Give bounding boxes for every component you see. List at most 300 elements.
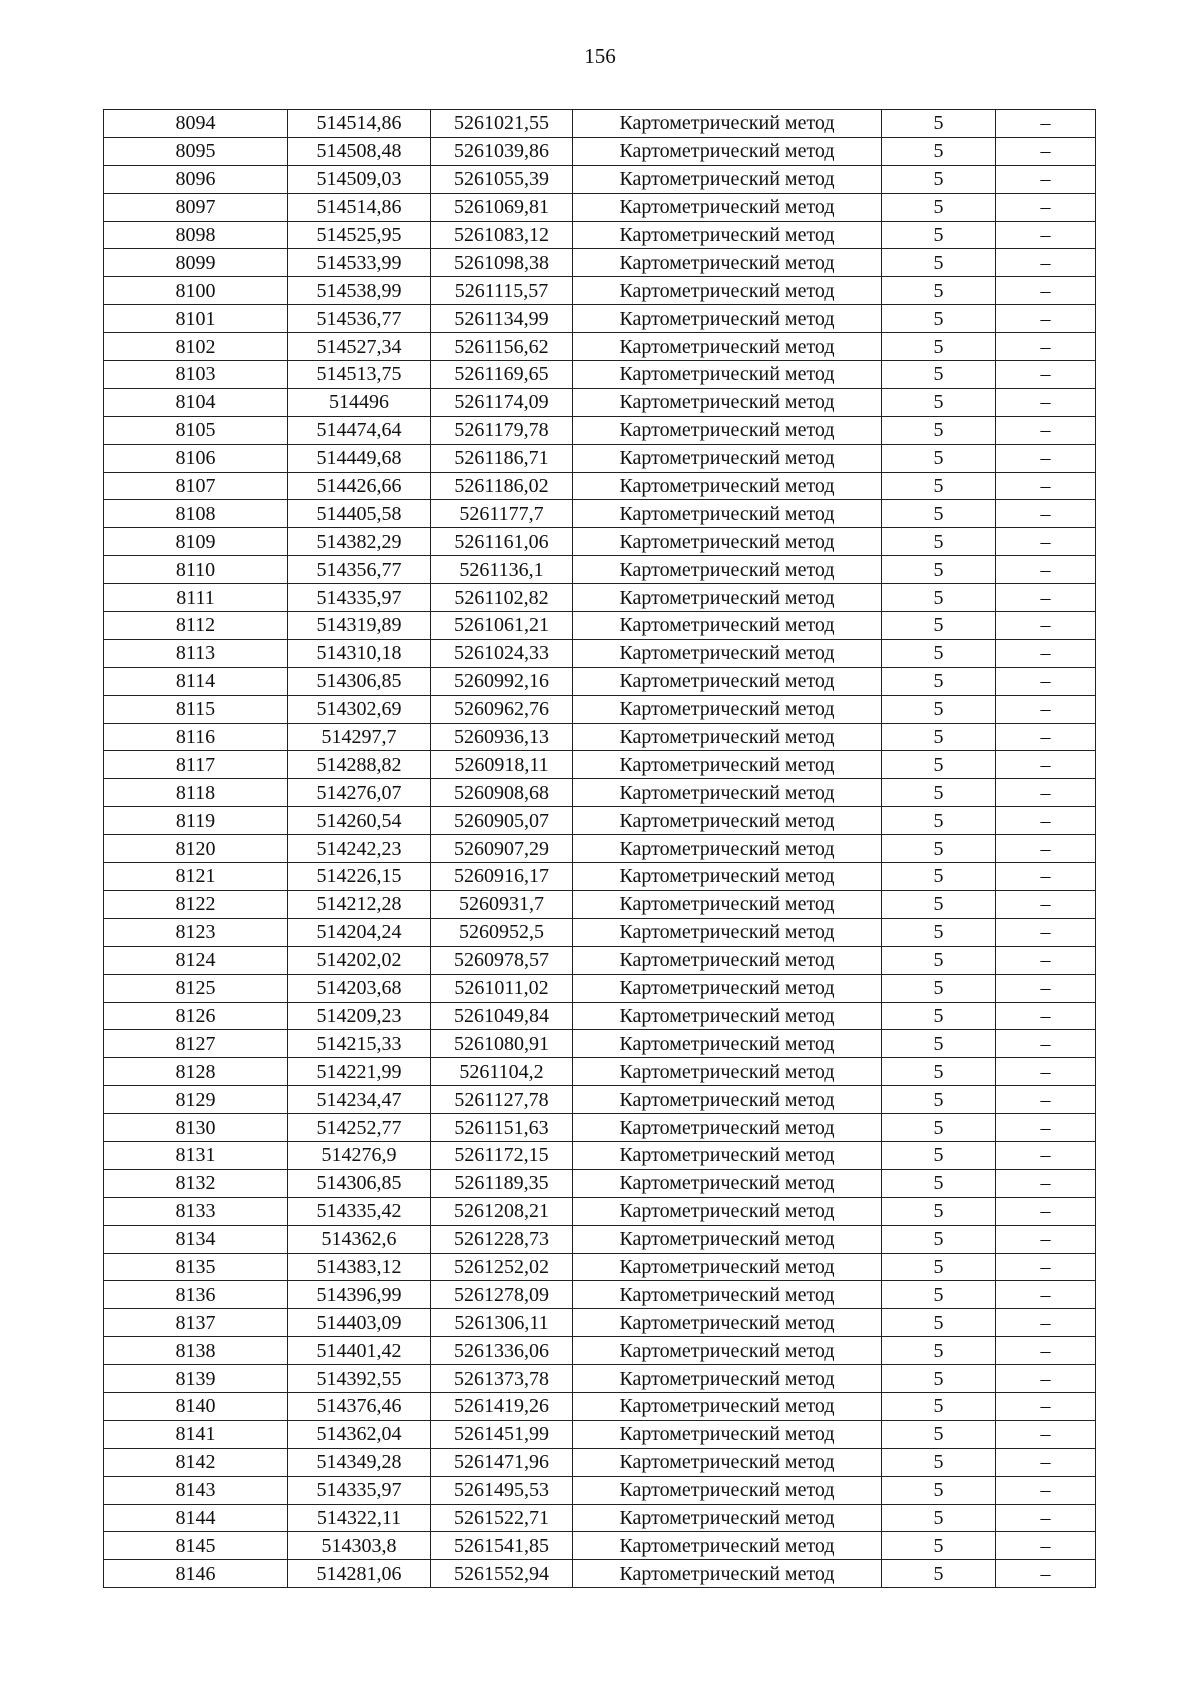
y-coordinate-cell: 5261522,71 [431, 1504, 573, 1532]
accuracy-cell: 5 [882, 1114, 996, 1142]
note-cell: – [996, 1169, 1096, 1197]
table-row [104, 472, 1096, 500]
point-number-cell: 8122 [104, 890, 288, 918]
x-coordinate-cell: 514252,77 [288, 1114, 431, 1142]
accuracy-cell: 5 [882, 751, 996, 779]
note-cell: – [996, 807, 1096, 835]
x-coordinate-cell: 514349,28 [288, 1448, 431, 1476]
method-cell: Картометрический метод [573, 667, 882, 695]
point-number-cell: 8139 [104, 1365, 288, 1393]
point-number-cell: 8111 [104, 584, 288, 612]
y-coordinate-cell: 5260918,11 [431, 751, 573, 779]
note-cell: – [996, 416, 1096, 444]
point-number-cell: 8120 [104, 835, 288, 863]
point-number-cell: 8100 [104, 277, 288, 305]
x-coordinate-cell: 514383,12 [288, 1253, 431, 1281]
y-coordinate-cell: 5260936,13 [431, 723, 573, 751]
method-cell: Картометрический метод [573, 639, 882, 667]
note-cell: – [996, 1002, 1096, 1030]
table-row [104, 946, 1096, 974]
x-coordinate-cell: 514496 [288, 388, 431, 416]
note-cell: – [996, 695, 1096, 723]
note-cell: – [996, 1392, 1096, 1420]
table-row [104, 1141, 1096, 1169]
table-row [104, 1392, 1096, 1420]
accuracy-cell: 5 [882, 1420, 996, 1448]
note-cell: – [996, 890, 1096, 918]
method-cell: Картометрический метод [573, 165, 882, 193]
accuracy-cell: 5 [882, 1141, 996, 1169]
table-row [104, 863, 1096, 891]
accuracy-cell: 5 [882, 1169, 996, 1197]
method-cell: Картометрический метод [573, 1365, 882, 1393]
method-cell: Картометрический метод [573, 723, 882, 751]
table-row [104, 639, 1096, 667]
accuracy-cell: 5 [882, 695, 996, 723]
accuracy-cell: 5 [882, 305, 996, 333]
y-coordinate-cell: 5261024,33 [431, 639, 573, 667]
point-number-cell: 8127 [104, 1030, 288, 1058]
table-row [104, 388, 1096, 416]
accuracy-cell: 5 [882, 807, 996, 835]
table-row [104, 1114, 1096, 1142]
accuracy-cell: 5 [882, 472, 996, 500]
note-cell: – [996, 110, 1096, 138]
method-cell: Картометрический метод [573, 1504, 882, 1532]
x-coordinate-cell: 514319,89 [288, 612, 431, 640]
accuracy-cell: 5 [882, 1560, 996, 1588]
method-cell: Картометрический метод [573, 974, 882, 1002]
method-cell: Картометрический метод [573, 1225, 882, 1253]
y-coordinate-cell: 5260992,16 [431, 667, 573, 695]
y-coordinate-cell: 5261011,02 [431, 974, 573, 1002]
y-coordinate-cell: 5261177,7 [431, 500, 573, 528]
y-coordinate-cell: 5260905,07 [431, 807, 573, 835]
note-cell: – [996, 1197, 1096, 1225]
y-coordinate-cell: 5261083,12 [431, 221, 573, 249]
point-number-cell: 8128 [104, 1058, 288, 1086]
point-number-cell: 8099 [104, 249, 288, 277]
y-coordinate-cell: 5261172,15 [431, 1141, 573, 1169]
y-coordinate-cell: 5260931,7 [431, 890, 573, 918]
x-coordinate-cell: 514396,99 [288, 1281, 431, 1309]
accuracy-cell: 5 [882, 1365, 996, 1393]
x-coordinate-cell: 514392,55 [288, 1365, 431, 1393]
table-row [104, 1225, 1096, 1253]
method-cell: Картометрический метод [573, 835, 882, 863]
accuracy-cell: 5 [882, 1086, 996, 1114]
table-row [104, 444, 1096, 472]
method-cell: Картометрический метод [573, 361, 882, 389]
x-coordinate-cell: 514306,85 [288, 667, 431, 695]
note-cell: – [996, 667, 1096, 695]
x-coordinate-cell: 514538,99 [288, 277, 431, 305]
y-coordinate-cell: 5261115,57 [431, 277, 573, 305]
point-number-cell: 8115 [104, 695, 288, 723]
x-coordinate-cell: 514215,33 [288, 1030, 431, 1058]
accuracy-cell: 5 [882, 1476, 996, 1504]
method-cell: Картометрический метод [573, 1560, 882, 1588]
x-coordinate-cell: 514356,77 [288, 556, 431, 584]
y-coordinate-cell: 5261134,99 [431, 305, 573, 333]
point-number-cell: 8131 [104, 1141, 288, 1169]
x-coordinate-cell: 514474,64 [288, 416, 431, 444]
note-cell: – [996, 165, 1096, 193]
table-row [104, 165, 1096, 193]
point-number-cell: 8119 [104, 807, 288, 835]
x-coordinate-cell: 514362,6 [288, 1225, 431, 1253]
accuracy-cell: 5 [882, 110, 996, 138]
accuracy-cell: 5 [882, 1532, 996, 1560]
method-cell: Картометрический метод [573, 695, 882, 723]
note-cell: – [996, 361, 1096, 389]
table-row [104, 1476, 1096, 1504]
table-row [104, 221, 1096, 249]
method-cell: Картометрический метод [573, 779, 882, 807]
accuracy-cell: 5 [882, 667, 996, 695]
x-coordinate-cell: 514382,29 [288, 528, 431, 556]
accuracy-cell: 5 [882, 528, 996, 556]
accuracy-cell: 5 [882, 1309, 996, 1337]
method-cell: Картометрический метод [573, 1114, 882, 1142]
x-coordinate-cell: 514376,46 [288, 1392, 431, 1420]
method-cell: Картометрический метод [573, 110, 882, 138]
accuracy-cell: 5 [882, 388, 996, 416]
y-coordinate-cell: 5261306,11 [431, 1309, 573, 1337]
table-row [104, 249, 1096, 277]
y-coordinate-cell: 5261228,73 [431, 1225, 573, 1253]
table-row [104, 1337, 1096, 1365]
accuracy-cell: 5 [882, 835, 996, 863]
table-row [104, 1309, 1096, 1337]
x-coordinate-cell: 514209,23 [288, 1002, 431, 1030]
table-row [104, 1504, 1096, 1532]
accuracy-cell: 5 [882, 1448, 996, 1476]
accuracy-cell: 5 [882, 1281, 996, 1309]
note-cell: – [996, 305, 1096, 333]
x-coordinate-cell: 514204,24 [288, 918, 431, 946]
y-coordinate-cell: 5261451,99 [431, 1420, 573, 1448]
method-cell: Картометрический метод [573, 1448, 882, 1476]
point-number-cell: 8132 [104, 1169, 288, 1197]
point-number-cell: 8095 [104, 137, 288, 165]
y-coordinate-cell: 5261055,39 [431, 165, 573, 193]
method-cell: Картометрический метод [573, 1281, 882, 1309]
point-number-cell: 8121 [104, 863, 288, 891]
method-cell: Картометрический метод [573, 388, 882, 416]
point-number-cell: 8137 [104, 1309, 288, 1337]
x-coordinate-cell: 514508,48 [288, 137, 431, 165]
table-row [104, 1281, 1096, 1309]
table-row [104, 918, 1096, 946]
y-coordinate-cell: 5261102,82 [431, 584, 573, 612]
table-row [104, 1560, 1096, 1588]
method-cell: Картометрический метод [573, 249, 882, 277]
point-number-cell: 8140 [104, 1392, 288, 1420]
note-cell: – [996, 1504, 1096, 1532]
note-cell: – [996, 584, 1096, 612]
x-coordinate-cell: 514401,42 [288, 1337, 431, 1365]
point-number-cell: 8136 [104, 1281, 288, 1309]
table-row [104, 807, 1096, 835]
method-cell: Картометрический метод [573, 1086, 882, 1114]
table-row [104, 1253, 1096, 1281]
table-row [104, 1448, 1096, 1476]
point-number-cell: 8104 [104, 388, 288, 416]
y-coordinate-cell: 5260907,29 [431, 835, 573, 863]
note-cell: – [996, 1086, 1096, 1114]
note-cell: – [996, 333, 1096, 361]
method-cell: Картометрический метод [573, 584, 882, 612]
method-cell: Картометрический метод [573, 221, 882, 249]
x-coordinate-cell: 514297,7 [288, 723, 431, 751]
accuracy-cell: 5 [882, 1337, 996, 1365]
x-coordinate-cell: 514276,9 [288, 1141, 431, 1169]
accuracy-cell: 5 [882, 249, 996, 277]
accuracy-cell: 5 [882, 974, 996, 1002]
note-cell: – [996, 221, 1096, 249]
accuracy-cell: 5 [882, 1392, 996, 1420]
point-number-cell: 8130 [104, 1114, 288, 1142]
point-number-cell: 8125 [104, 974, 288, 1002]
y-coordinate-cell: 5261552,94 [431, 1560, 573, 1588]
y-coordinate-cell: 5260908,68 [431, 779, 573, 807]
method-cell: Картометрический метод [573, 1169, 882, 1197]
accuracy-cell: 5 [882, 1225, 996, 1253]
accuracy-cell: 5 [882, 444, 996, 472]
point-number-cell: 8118 [104, 779, 288, 807]
accuracy-cell: 5 [882, 1253, 996, 1281]
accuracy-cell: 5 [882, 863, 996, 891]
point-number-cell: 8113 [104, 639, 288, 667]
x-coordinate-cell: 514405,58 [288, 500, 431, 528]
y-coordinate-cell: 5261136,1 [431, 556, 573, 584]
method-cell: Картометрический метод [573, 1197, 882, 1225]
x-coordinate-cell: 514449,68 [288, 444, 431, 472]
coordinates-table-body [104, 110, 1096, 1588]
y-coordinate-cell: 5261104,2 [431, 1058, 573, 1086]
y-coordinate-cell: 5261169,65 [431, 361, 573, 389]
accuracy-cell: 5 [882, 639, 996, 667]
table-row [104, 667, 1096, 695]
method-cell: Картометрический метод [573, 1532, 882, 1560]
accuracy-cell: 5 [882, 918, 996, 946]
y-coordinate-cell: 5261179,78 [431, 416, 573, 444]
accuracy-cell: 5 [882, 584, 996, 612]
point-number-cell: 8116 [104, 723, 288, 751]
table-row [104, 193, 1096, 221]
table-row [104, 333, 1096, 361]
table-row [104, 110, 1096, 138]
point-number-cell: 8145 [104, 1532, 288, 1560]
accuracy-cell: 5 [882, 890, 996, 918]
note-cell: – [996, 444, 1096, 472]
method-cell: Картометрический метод [573, 1058, 882, 1086]
x-coordinate-cell: 514260,54 [288, 807, 431, 835]
x-coordinate-cell: 514234,47 [288, 1086, 431, 1114]
point-number-cell: 8106 [104, 444, 288, 472]
method-cell: Картометрический метод [573, 1337, 882, 1365]
x-coordinate-cell: 514362,04 [288, 1420, 431, 1448]
method-cell: Картометрический метод [573, 333, 882, 361]
point-number-cell: 8123 [104, 918, 288, 946]
point-number-cell: 8134 [104, 1225, 288, 1253]
method-cell: Картометрический метод [573, 1420, 882, 1448]
note-cell: – [996, 1560, 1096, 1588]
x-coordinate-cell: 514202,02 [288, 946, 431, 974]
table-row [104, 361, 1096, 389]
table-row [104, 1532, 1096, 1560]
note-cell: – [996, 918, 1096, 946]
x-coordinate-cell: 514226,15 [288, 863, 431, 891]
note-cell: – [996, 1448, 1096, 1476]
point-number-cell: 8109 [104, 528, 288, 556]
note-cell: – [996, 1365, 1096, 1393]
x-coordinate-cell: 514514,86 [288, 110, 431, 138]
method-cell: Картометрический метод [573, 863, 882, 891]
method-cell: Картометрический метод [573, 1476, 882, 1504]
point-number-cell: 8144 [104, 1504, 288, 1532]
table-row [104, 277, 1096, 305]
note-cell: – [996, 388, 1096, 416]
accuracy-cell: 5 [882, 277, 996, 305]
note-cell: – [996, 779, 1096, 807]
accuracy-cell: 5 [882, 779, 996, 807]
point-number-cell: 8101 [104, 305, 288, 333]
note-cell: – [996, 639, 1096, 667]
y-coordinate-cell: 5261208,21 [431, 1197, 573, 1225]
point-number-cell: 8117 [104, 751, 288, 779]
accuracy-cell: 5 [882, 500, 996, 528]
table-row [104, 974, 1096, 1002]
x-coordinate-cell: 514276,07 [288, 779, 431, 807]
method-cell: Картометрический метод [573, 890, 882, 918]
page-number: 156 [584, 44, 616, 68]
note-cell: – [996, 193, 1096, 221]
x-coordinate-cell: 514335,42 [288, 1197, 431, 1225]
y-coordinate-cell: 5261186,71 [431, 444, 573, 472]
y-coordinate-cell: 5260962,76 [431, 695, 573, 723]
note-cell: – [996, 472, 1096, 500]
x-coordinate-cell: 514527,34 [288, 333, 431, 361]
table-row [104, 1002, 1096, 1030]
accuracy-cell: 5 [882, 612, 996, 640]
note-cell: – [996, 863, 1096, 891]
point-number-cell: 8096 [104, 165, 288, 193]
point-number-cell: 8135 [104, 1253, 288, 1281]
method-cell: Картометрический метод [573, 444, 882, 472]
x-coordinate-cell: 514426,66 [288, 472, 431, 500]
x-coordinate-cell: 514306,85 [288, 1169, 431, 1197]
x-coordinate-cell: 514288,82 [288, 751, 431, 779]
x-coordinate-cell: 514310,18 [288, 639, 431, 667]
table-row [104, 1197, 1096, 1225]
method-cell: Картометрический метод [573, 528, 882, 556]
table-row [104, 612, 1096, 640]
note-cell: – [996, 723, 1096, 751]
y-coordinate-cell: 5261039,86 [431, 137, 573, 165]
table-row [104, 1030, 1096, 1058]
note-cell: – [996, 1476, 1096, 1504]
x-coordinate-cell: 514513,75 [288, 361, 431, 389]
accuracy-cell: 5 [882, 1197, 996, 1225]
method-cell: Картометрический метод [573, 472, 882, 500]
table-row [104, 1420, 1096, 1448]
y-coordinate-cell: 5261373,78 [431, 1365, 573, 1393]
table-row [104, 416, 1096, 444]
point-number-cell: 8112 [104, 612, 288, 640]
point-number-cell: 8126 [104, 1002, 288, 1030]
note-cell: – [996, 946, 1096, 974]
method-cell: Картометрический метод [573, 1002, 882, 1030]
point-number-cell: 8133 [104, 1197, 288, 1225]
accuracy-cell: 5 [882, 723, 996, 751]
x-coordinate-cell: 514212,28 [288, 890, 431, 918]
x-coordinate-cell: 514302,69 [288, 695, 431, 723]
note-cell: – [996, 137, 1096, 165]
y-coordinate-cell: 5261336,06 [431, 1337, 573, 1365]
point-number-cell: 8146 [104, 1560, 288, 1588]
note-cell: – [996, 249, 1096, 277]
point-number-cell: 8114 [104, 667, 288, 695]
table-row [104, 835, 1096, 863]
table-row [104, 1169, 1096, 1197]
note-cell: – [996, 1309, 1096, 1337]
y-coordinate-cell: 5261061,21 [431, 612, 573, 640]
accuracy-cell: 5 [882, 221, 996, 249]
method-cell: Картометрический метод [573, 946, 882, 974]
table-row [104, 751, 1096, 779]
y-coordinate-cell: 5261186,02 [431, 472, 573, 500]
note-cell: – [996, 612, 1096, 640]
x-coordinate-cell: 514322,11 [288, 1504, 431, 1532]
y-coordinate-cell: 5260916,17 [431, 863, 573, 891]
point-number-cell: 8142 [104, 1448, 288, 1476]
method-cell: Картометрический метод [573, 1392, 882, 1420]
accuracy-cell: 5 [882, 1002, 996, 1030]
y-coordinate-cell: 5261541,85 [431, 1532, 573, 1560]
note-cell: – [996, 1337, 1096, 1365]
x-coordinate-cell: 514533,99 [288, 249, 431, 277]
accuracy-cell: 5 [882, 193, 996, 221]
method-cell: Картометрический метод [573, 137, 882, 165]
note-cell: – [996, 1253, 1096, 1281]
x-coordinate-cell: 514536,77 [288, 305, 431, 333]
table-row [104, 723, 1096, 751]
method-cell: Картометрический метод [573, 1309, 882, 1337]
table-row [104, 1086, 1096, 1114]
accuracy-cell: 5 [882, 137, 996, 165]
table-row [104, 500, 1096, 528]
note-cell: – [996, 528, 1096, 556]
table-row [104, 779, 1096, 807]
point-number-cell: 8103 [104, 361, 288, 389]
y-coordinate-cell: 5261151,63 [431, 1114, 573, 1142]
method-cell: Картометрический метод [573, 500, 882, 528]
note-cell: – [996, 1420, 1096, 1448]
note-cell: – [996, 1225, 1096, 1253]
point-number-cell: 8094 [104, 110, 288, 138]
point-number-cell: 8105 [104, 416, 288, 444]
x-coordinate-cell: 514335,97 [288, 1476, 431, 1504]
y-coordinate-cell: 5261471,96 [431, 1448, 573, 1476]
point-number-cell: 8124 [104, 946, 288, 974]
table-row [104, 137, 1096, 165]
note-cell: – [996, 277, 1096, 305]
coordinates-table [103, 109, 1096, 1588]
x-coordinate-cell: 514203,68 [288, 974, 431, 1002]
method-cell: Картометрический метод [573, 612, 882, 640]
